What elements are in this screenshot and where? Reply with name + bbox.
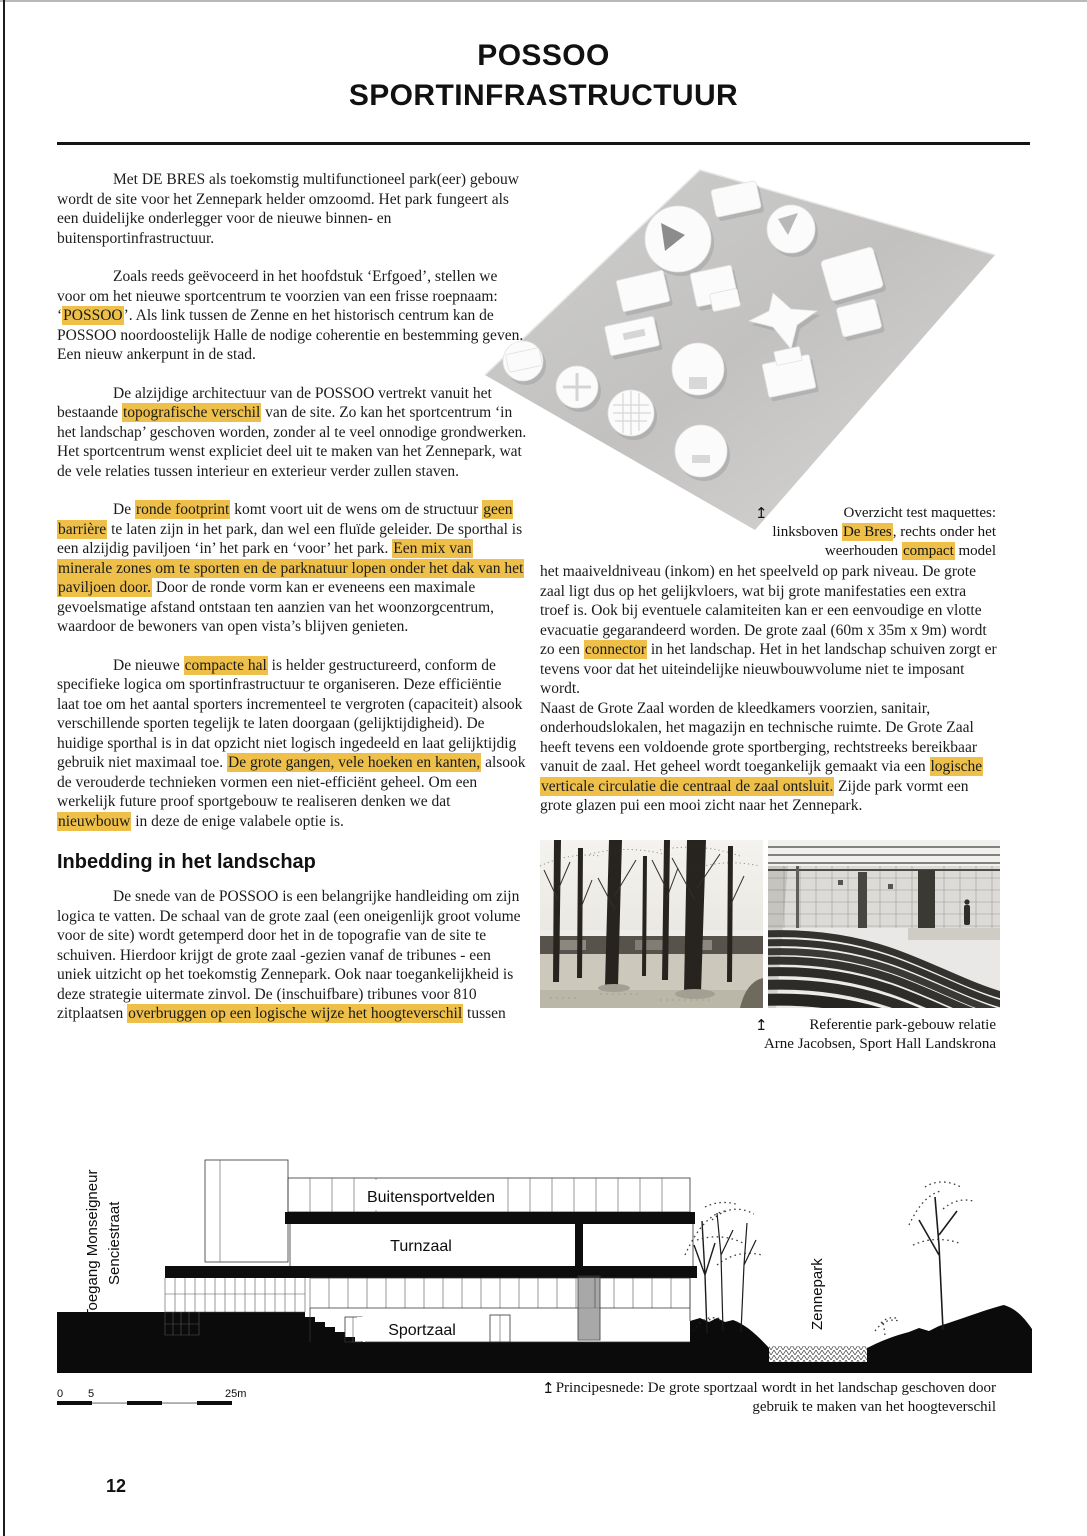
text-run: Door de ronde vorm kan er eveneens een maximale gevoelsmatige afstand ontstaan ten aanzien van het woonzorgcentrum, waardoor de bewoners van open vista’s blijven genieten. [57, 579, 495, 635]
caption-reference-text [540, 1016, 996, 1054]
text-run: Overzicht test maquettes: [843, 505, 996, 521]
text-run: model [954, 543, 996, 559]
text-run: het maaiveldniveau (inkom) en het speelveld op park niveau. De grote zaal ligt dus op het gelijkvloers, wat bij grote manifestaties een extra troef is. Ook bij eventuele calamiteiten kan er een eenvoudige en vlotte evacuatie gegarandeerd worden. De grote zaal (60m x 35m x 9m) wordt zo een [540, 563, 987, 658]
person-silhouette [964, 899, 970, 925]
paragraph-8 [540, 699, 997, 816]
text-run: Zoals reeds geëvoceerd in het hoofdstuk ‘Erfgoed’, stellen we voor om het nieuwe sportcentrum te voorzien van een frisse roepnaam: ‘ [57, 268, 498, 324]
sport-hall-interior-photo [768, 840, 1000, 1008]
highlighted-text: De Bres [842, 524, 892, 540]
paragraph-2 [57, 267, 527, 365]
text-run: Principesnede: De grote sportzaal wordt in het landschap geschoven door [555, 1380, 996, 1396]
principle-section-figure [57, 1125, 1032, 1422]
text-run: van de site. Zo kan het sportcentrum ‘in het landschap’ geschoven worden, zonder al te veel onnodige grondwerken. Het sportcentrum wenst expliciet deel uit te maken van het Zennepark, wat de vele relaties tussen interieur en exterieur verder zullen staven. [57, 404, 527, 480]
label-zennepark: Zennepark [809, 1258, 826, 1330]
text-run: linksboven [772, 524, 842, 540]
highlighted-text: connector [584, 641, 646, 658]
text-run: alsook de verouderde technieken vormen een niet-efficiënt geheel. Om een werkelijk future proof sportgebouw te realiseren denken we dat [57, 754, 526, 810]
maquette-overview-photo [473, 155, 1033, 550]
title-line-2: SPORTINFRASTRUCTUUR [348, 79, 739, 112]
caption-maquettes [540, 504, 996, 561]
caption-line [540, 1398, 996, 1417]
label-street-line1: Toegang Monseigneur [84, 1169, 101, 1318]
title-rule [57, 142, 1030, 145]
text-run: De snede van de POSSOO is een belangrijke handleiding om zijn logica te vatten. De schaal van de grote zaal (een oneigenlijk groot volume voor de site) wordt getemperd door het in de topografie van de site te schuiven. Hierdoor krijgt de grote zaal -gezien vanaf de tribunes - een uniek uitzicht op het toekomstig Zennepark. Ook naar toegankelijkheid is deze strategie uitermate zinvol. De (inschuifbare) tribunes voor 810 zitplaatsen [57, 888, 521, 1022]
paragraph-7 [540, 562, 997, 699]
roof-slab [285, 1212, 695, 1224]
circulation-core [578, 1276, 600, 1340]
caption-reference [540, 1016, 996, 1054]
text-run: Naast de Grote Zaal worden de kleedkamers voorzien, sanitair, onderhoudslokalen, het magazijn en technische ruimte. De Grote Zaal heeft tevens een voldoende grote sportberging, rechtstreeks bereikbaar vanuit de zaal. Het geheel wordt toegankelijk gemaakt via een [540, 699, 977, 775]
paragraph-1 [57, 170, 527, 248]
caption-line [540, 1016, 996, 1035]
page-number: 12 [106, 1476, 127, 1496]
text-run: in deze de enige valabele optie is. [131, 812, 344, 830]
title-line-1: POSSOO [477, 39, 610, 72]
model-board [485, 170, 995, 530]
right-column [540, 562, 997, 816]
paragraph-6 [57, 887, 527, 1024]
park-trees-photo [540, 840, 763, 1008]
highlighted-text: Een mix van minerale zones om te sporten en de parknatuur lopen onder het dak van het paviljoen door. [58, 540, 524, 596]
reference-photos [540, 840, 1000, 1008]
caption-line [540, 504, 996, 523]
page-title [0, 36, 1087, 116]
text-run: De nieuwe [113, 656, 184, 674]
label-buitensportvelden: Buitensportvelden [366, 1189, 496, 1206]
text-run: tussen [463, 1005, 506, 1022]
section-heading: Inbedding in het landschap [57, 851, 316, 873]
scale-zero: 0 [57, 1388, 64, 1400]
highlighted-text: De grote gangen, vele hoeken en kanten, [228, 754, 481, 771]
floor-slab [165, 1266, 697, 1278]
left-column [57, 170, 527, 1043]
maquette-board-illustration [473, 155, 1033, 545]
text-run: ’. Als link tussen de Zenne en het historisch centrum kan de POSSOO noordoostelijk Halle de nodige coherentie en bestemming geven. Een nieuw ankerpunt in de stad. [57, 307, 524, 363]
caption-section-text [540, 1379, 996, 1417]
caption-line [540, 523, 996, 542]
text-run: te laten zijn in het park, dan wel een fluïde geleider. De sporthal is een alzijdig paviljoen ‘in’ het park en ‘voor’ het park. [57, 520, 523, 557]
up-arrow-icon: ↥ [755, 504, 768, 522]
caption-maquettes-text [540, 504, 996, 561]
text-run: Arne Jacobsen, Sport Hall Landskrona [763, 1036, 996, 1052]
highlighted-text: ronde footprint [135, 501, 230, 518]
text-run: Referentie park-gebouw relatie [809, 1017, 996, 1033]
text-run: weerhouden [824, 543, 902, 559]
text-run: , rechts onder het [892, 524, 996, 540]
text-run: is helder gestructureerd, conform de specifieke logica om sportinfrastructuur te organiseren. Deze efficiëntie laat toe om het aantal sporters incrementeel te vergroten (capaciteit) alsook verschillende sporten tegelijk te laten doorgaan (gelijktijdigheid). De huidige sporthal is in dat opzicht niet logisch ingedeeld en laat gelijktijdig gebruik niet maximaal toe. [57, 656, 523, 771]
ground-poche [57, 1305, 1032, 1373]
highlighted-text: compacte hal [184, 656, 267, 674]
highlighted-text: POSSOO [63, 307, 123, 324]
up-arrow-icon: ↥ [755, 1016, 768, 1034]
text-run: Met DE BRES als toekomstig multifunctioneel park(eer) gebouw wordt de site voor het Zennepark helder omzoomd. Het park fungeert als een duidelijke onderlegger voor de nieuwe binnen- en buitensportinfrastructuur. [57, 171, 519, 247]
paragraph-4 [57, 500, 527, 637]
text-run: De alzijdige architectuur van de POSSOO vertrekt vanuit het bestaande [57, 384, 492, 421]
text-run: komt voort uit de wens om de structuur [230, 501, 483, 518]
hall-ceiling [768, 840, 1000, 866]
caption-line [540, 1035, 996, 1054]
dark-panel [918, 870, 935, 938]
highlighted-text: compact [902, 543, 954, 559]
caption-section [540, 1379, 996, 1417]
highlighted-text: topografische verschil [122, 404, 261, 421]
caption-line [540, 1379, 996, 1398]
text-run: in het landschap. Het in het landschap schuiven zorgt er tevens voor dat het uiteindelijke nieuwbouwvolume niet te imposant wordt. [540, 641, 997, 697]
highlighted-text: nieuwbouw [58, 812, 131, 830]
page-left-edge [3, 0, 5, 1536]
text-run: gebruik te maken van het hoogteverschil [752, 1399, 996, 1415]
highlighted-text: overbruggen op een logische wijze het hoogteverschil [128, 1005, 463, 1022]
label-street-line2: Senciestraat [106, 1201, 123, 1285]
caption-line [540, 542, 996, 561]
page-top-edge [0, 0, 1087, 2]
scale-25m: 25m [225, 1388, 247, 1400]
highlighted-text: geen barrière [58, 501, 513, 538]
highlighted-text: logische verticale circulatie die centraal de zaal ontsluit. [541, 758, 983, 795]
scale-bar [57, 1388, 246, 1405]
text-run: Zijde park vormt een grote glazen pui een mooi zicht naar het Zennepark. [540, 777, 969, 814]
paragraph-5 [57, 656, 527, 832]
paragraph-3 [57, 384, 527, 482]
text-run: De [113, 501, 135, 518]
up-arrow-icon: ↥ [542, 1379, 555, 1397]
scale-five: 5 [88, 1388, 95, 1400]
label-turnzaal: Turnzaal [390, 1238, 452, 1255]
label-sportzaal: Sportzaal [388, 1322, 456, 1339]
park-trees [685, 1182, 973, 1335]
section-drawing-svg [57, 1125, 1032, 1417]
